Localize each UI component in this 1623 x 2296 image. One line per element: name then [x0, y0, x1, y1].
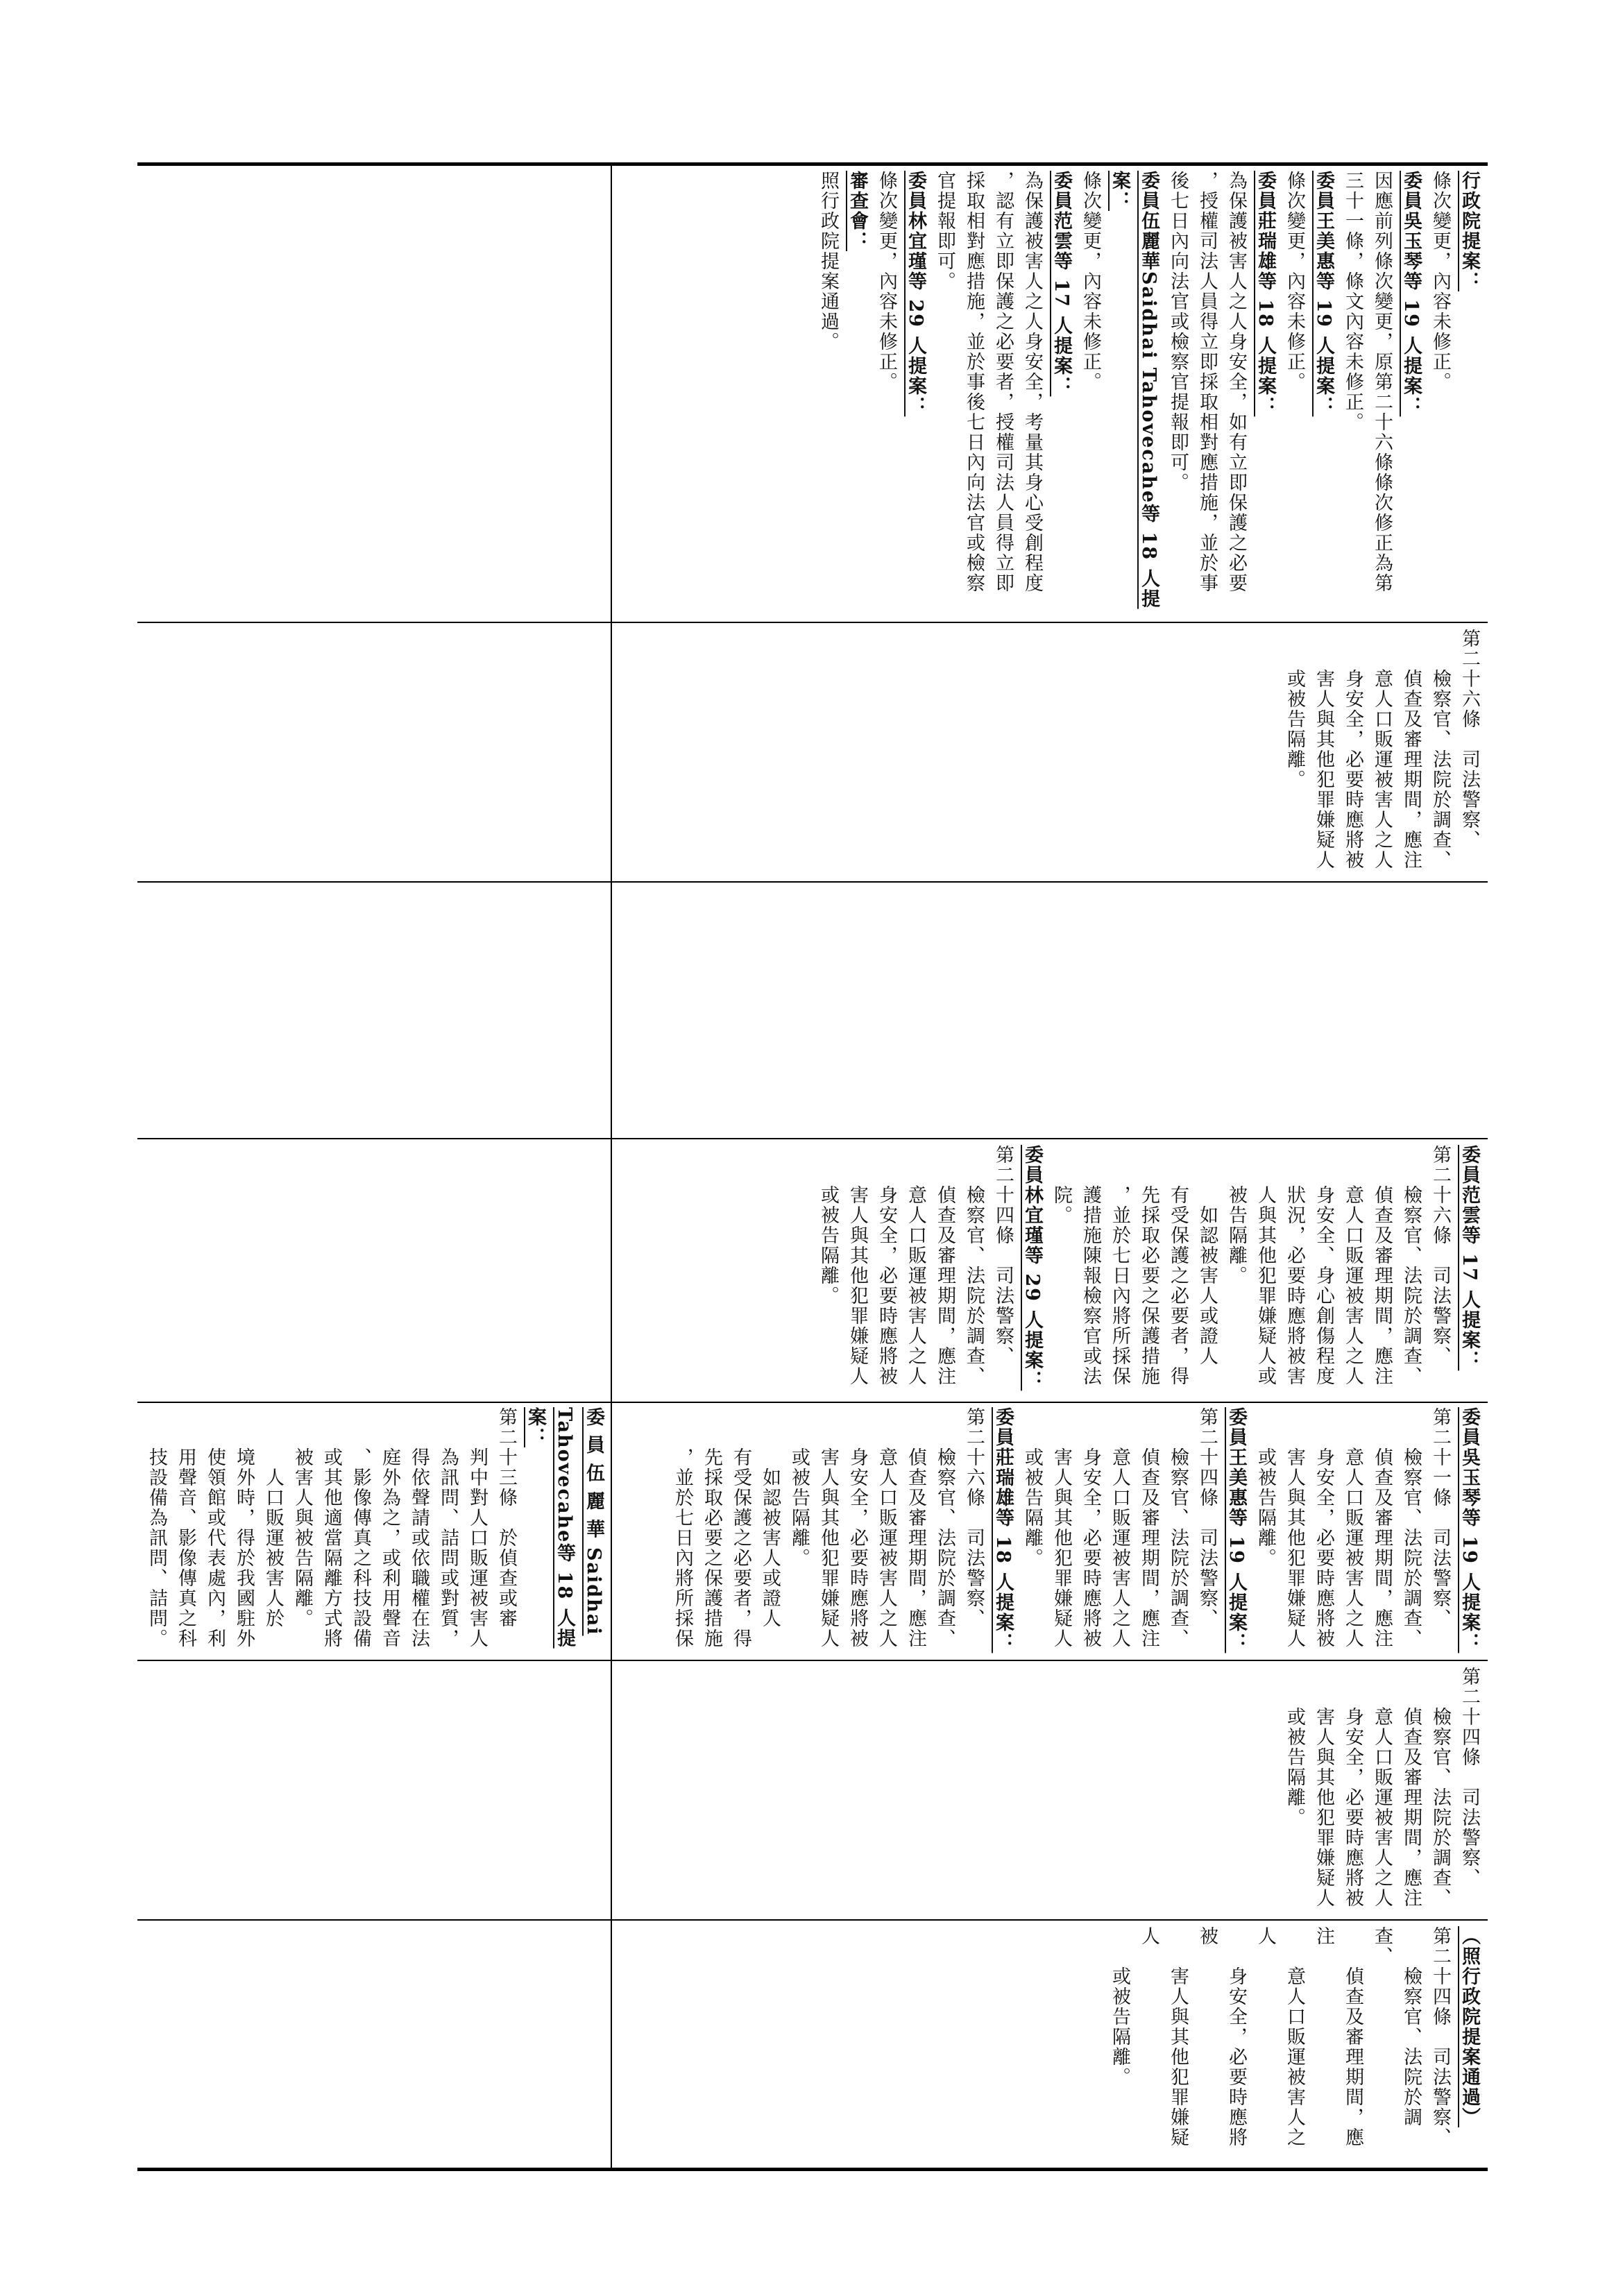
- text-line: 偵查及審理期間，應注: [934, 1145, 955, 1386]
- text-line: 身安全，必要時應將被: [1313, 1407, 1334, 1649]
- explanation-column: [616, 171, 1484, 618]
- text-line: 第二十六條 司法警察、: [1459, 629, 1480, 850]
- text-line: 採取相對應措施，並於事後七日內向法官或檢察: [963, 171, 985, 593]
- proposal-heading: 委員莊瑞雄等 18 人提案：: [992, 1407, 1014, 1653]
- text-line: 為保護被害人之人身安全，如有立即保護之必要: [1225, 171, 1247, 593]
- middle-divider: [611, 164, 612, 2170]
- text-line: 害人與其他犯罪嫌疑人: [1313, 629, 1334, 870]
- proposal-heading: 委員林宜瑾等 29 人提案：: [905, 171, 926, 417]
- text-line: 意人口販運被害人之人: [1371, 629, 1393, 870]
- text-line: 偵查及審理期間，應注: [1371, 1407, 1393, 1649]
- text-line: 身安全、身心創傷程度: [1313, 1145, 1334, 1386]
- text-line: 意人口販運被害人之人: [1371, 1667, 1393, 1908]
- row-divider-6: [137, 1919, 1488, 1921]
- text-line: 身安全，必要時應將被: [1196, 1926, 1247, 2148]
- text-line: 得依聲請或依職權在法: [408, 1407, 430, 1649]
- text-line: 檢察官、法院於調查、: [1400, 1145, 1422, 1386]
- row-divider-4: [137, 1402, 1488, 1403]
- text-line: 官提報即可。: [934, 171, 955, 291]
- text-line: 偵查及審理期間，應注: [1138, 1407, 1159, 1649]
- proposal-heading: 委員伍麗華Saidhai Tahovecahe等 18 人提案：: [1109, 171, 1159, 609]
- row-divider-1: [137, 622, 1488, 623]
- text-line: 意人口販運被害人之人: [1342, 1407, 1363, 1649]
- proposal-heading: 委員范雲等 17 人提案：: [1051, 171, 1072, 397]
- proposal-heading: 委員范雲等 17 人提案：: [1459, 1145, 1480, 1371]
- text-line: 因應前列條次變更，原第二十六條條次修正為第: [1371, 171, 1393, 593]
- text-line: 條次變更，內容未修正。: [876, 171, 897, 392]
- text-line: 檢察官、法院於調查、: [1429, 1667, 1451, 1908]
- text-line: 境外時，得於我國駐外: [233, 1407, 255, 1649]
- text-line: 條次變更，內容未修正。: [1080, 171, 1101, 392]
- text-line: 用聲音、影像傳真之科: [175, 1407, 196, 1649]
- text-line: 身安全，必要時應將被: [876, 1145, 897, 1386]
- text-line: 偵查及審理期間，應注: [1400, 629, 1422, 870]
- text-line: 害人與其他犯罪嫌疑人: [847, 1145, 868, 1386]
- text-line: 或被告隔離。: [1021, 1407, 1043, 1568]
- text-line: 狀況，必要時應將被害: [1284, 1145, 1305, 1386]
- text-line: 意人口販運被害人之人: [876, 1407, 897, 1649]
- text-line: 偵查及審理期間，應注: [1313, 1926, 1363, 2148]
- text-line: 意人口販運被害人之人: [1109, 1407, 1130, 1649]
- bottom-border: [137, 2168, 1488, 2171]
- text-line: 害人與其他犯罪嫌疑人: [817, 1407, 839, 1649]
- text-line: 護措施陳報檢察官或法: [1080, 1145, 1101, 1386]
- text-line: 判中對人口販運被害人: [466, 1407, 488, 1649]
- text-line: 或被告隔離。: [817, 1145, 839, 1306]
- text-line: 意人口販運被害人之人: [905, 1145, 926, 1386]
- text-line: 如認被害人或證人: [759, 1407, 781, 1629]
- text-line: ，授權司法人員得立即採取相對應措施，並於事: [1196, 171, 1218, 593]
- text-line: 檢察官、法院於調查、: [1429, 629, 1451, 870]
- text-line: 先採取必要之保護措施: [701, 1407, 722, 1649]
- text-line: 照行政院提案通過。: [817, 171, 839, 352]
- text-line: 有受保護之必要者，得: [1167, 1145, 1189, 1386]
- proposal-heading: 審查會：: [847, 171, 868, 251]
- text-line: 身安全，必要時應將被: [1342, 1667, 1363, 1908]
- proposal-heading: （照行政院提案通過）: [1459, 1926, 1480, 2127]
- text-line: 檢察官、法院於調查、: [934, 1407, 955, 1649]
- text-line: 偵查及審理期間，應注: [1400, 1667, 1422, 1908]
- text-line: 害人與其他犯罪嫌疑人: [1138, 1926, 1189, 2148]
- text-line: 第二十四條 司法警察、: [1459, 1667, 1480, 1888]
- text-line: 三十一條，條文內容未修正。: [1342, 171, 1363, 432]
- text-line: 使領館或代表處內，利: [204, 1407, 226, 1649]
- text-line: 或被告隔離。: [788, 1407, 810, 1568]
- row-divider-2: [137, 881, 1488, 883]
- row-divider-5: [137, 1660, 1488, 1661]
- text-line: 第二十三條 於偵查或審: [495, 1407, 517, 1629]
- text-line: 檢察官、法院於調查、: [1371, 1926, 1422, 2127]
- text-line: 或被告隔離。: [1109, 1926, 1130, 2087]
- text-line: 第二十六條 司法警察、: [963, 1407, 985, 1629]
- proposal-wu-wang-chuang-column: [616, 1407, 1484, 1657]
- current-law-column: [616, 629, 1484, 878]
- text-line: 有受保護之必要者，得: [730, 1407, 751, 1649]
- text-line: 先採取必要之保護措施: [1138, 1145, 1159, 1386]
- text-line: 檢察官、法院於調查、: [1167, 1407, 1189, 1649]
- text-line: 檢察官、法院於調查、: [1400, 1407, 1422, 1649]
- text-line: 或其他適當隔離方式將: [321, 1407, 342, 1649]
- text-line: 條次變更，內容未修正。: [1284, 171, 1305, 392]
- text-line: ，並於七日內將所採保: [672, 1407, 693, 1649]
- text-line: 第二十六條 司法警察、: [1429, 1145, 1451, 1366]
- text-line: 庭外為之，或利用聲音: [379, 1407, 400, 1649]
- top-border: [137, 162, 1488, 166]
- text-line: 或被告隔離。: [1284, 629, 1305, 790]
- text-line: 第二十四條 司法警察、: [1429, 1926, 1451, 2148]
- text-line: 被告隔離。: [1225, 1145, 1247, 1286]
- text-line: 被害人與被告隔離。: [291, 1407, 313, 1629]
- text-line: 或被告隔離。: [1284, 1667, 1305, 1828]
- proposal-heading: 委 員 伍 麗 華 Saidhai: [583, 1407, 604, 1636]
- text-line: 人口販運被害人於: [262, 1407, 284, 1629]
- text-line: 害人與其他犯罪嫌疑人: [1284, 1407, 1305, 1649]
- proposal-fan-lin-column: [616, 1145, 1484, 1399]
- text-line: 第二十四條 司法警察、: [992, 1145, 1014, 1366]
- text-line: 害人與其他犯罪嫌疑人: [1051, 1407, 1072, 1649]
- text-line: 意人口販運被害人之人: [1255, 1926, 1305, 2148]
- text-line: 技設備為訊問、詰問。: [146, 1407, 167, 1649]
- text-line: 偵查及審理期間，應注: [1371, 1145, 1393, 1386]
- text-line: 如認被害人或證人: [1196, 1145, 1218, 1366]
- text-line: 為訊問、詰問或對質，: [437, 1407, 459, 1649]
- text-line: 、影像傳真之科技設備: [350, 1407, 371, 1649]
- proposal-heading: 委員林宜瑾等 29 人提案：: [1021, 1145, 1043, 1391]
- proposal-heading: 行政院提案：: [1459, 171, 1480, 291]
- text-line: 身安全，必要時應將被: [1342, 629, 1363, 870]
- proposal-heading: 委員王美惠等 19 人提案：: [1225, 1407, 1247, 1653]
- review-decision-column: [616, 1926, 1484, 2165]
- text-line: 第二十四條 司法警察、: [1196, 1407, 1218, 1629]
- text-line: 為保護被害人之人身安全，考量其身心受創程度: [1021, 171, 1043, 593]
- text-line: ，認有立即保護之必要者，授權司法人員得立即: [992, 171, 1014, 593]
- text-line: 條次變更，內容未修正。: [1429, 171, 1451, 392]
- proposal-heading: 委員吳玉琴等 19 人提案：: [1400, 171, 1422, 417]
- proposal-heading: 委員吳玉琴等 19 人提案：: [1459, 1407, 1480, 1653]
- text-line: 後七日內向法官或檢察官提報即可。: [1167, 171, 1189, 493]
- text-line: 意人口販運被害人之人: [1342, 1145, 1363, 1386]
- text-line: 身安全，必要時應將被: [847, 1407, 868, 1649]
- text-line: 第二十一條 司法警察、: [1429, 1407, 1451, 1629]
- proposal-heading: Tahovecahe等 18 人提案：: [525, 1407, 575, 1649]
- text-line: 偵查及審理期間，應注: [905, 1407, 926, 1649]
- text-line: 人與其他犯罪嫌疑人或: [1255, 1145, 1276, 1386]
- text-line: 害人與其他犯罪嫌疑人: [1313, 1667, 1334, 1908]
- text-line: ，並於七日內將所採保: [1109, 1145, 1130, 1386]
- proposal-heading: 委員莊瑞雄等 18 人提案：: [1255, 171, 1276, 417]
- text-line: 身安全，必要時應將被: [1080, 1407, 1101, 1649]
- text-line: 院。: [1051, 1145, 1072, 1225]
- row-divider-3: [137, 1138, 1488, 1139]
- text-line: 檢察官、法院於調查、: [963, 1145, 985, 1386]
- current-article-column: [616, 1667, 1484, 1916]
- proposal-heading: 委員王美惠等 19 人提案：: [1313, 171, 1334, 417]
- proposal-wu-lihua-column: [143, 1407, 608, 1657]
- text-line: 或被告隔離。: [1255, 1407, 1276, 1568]
